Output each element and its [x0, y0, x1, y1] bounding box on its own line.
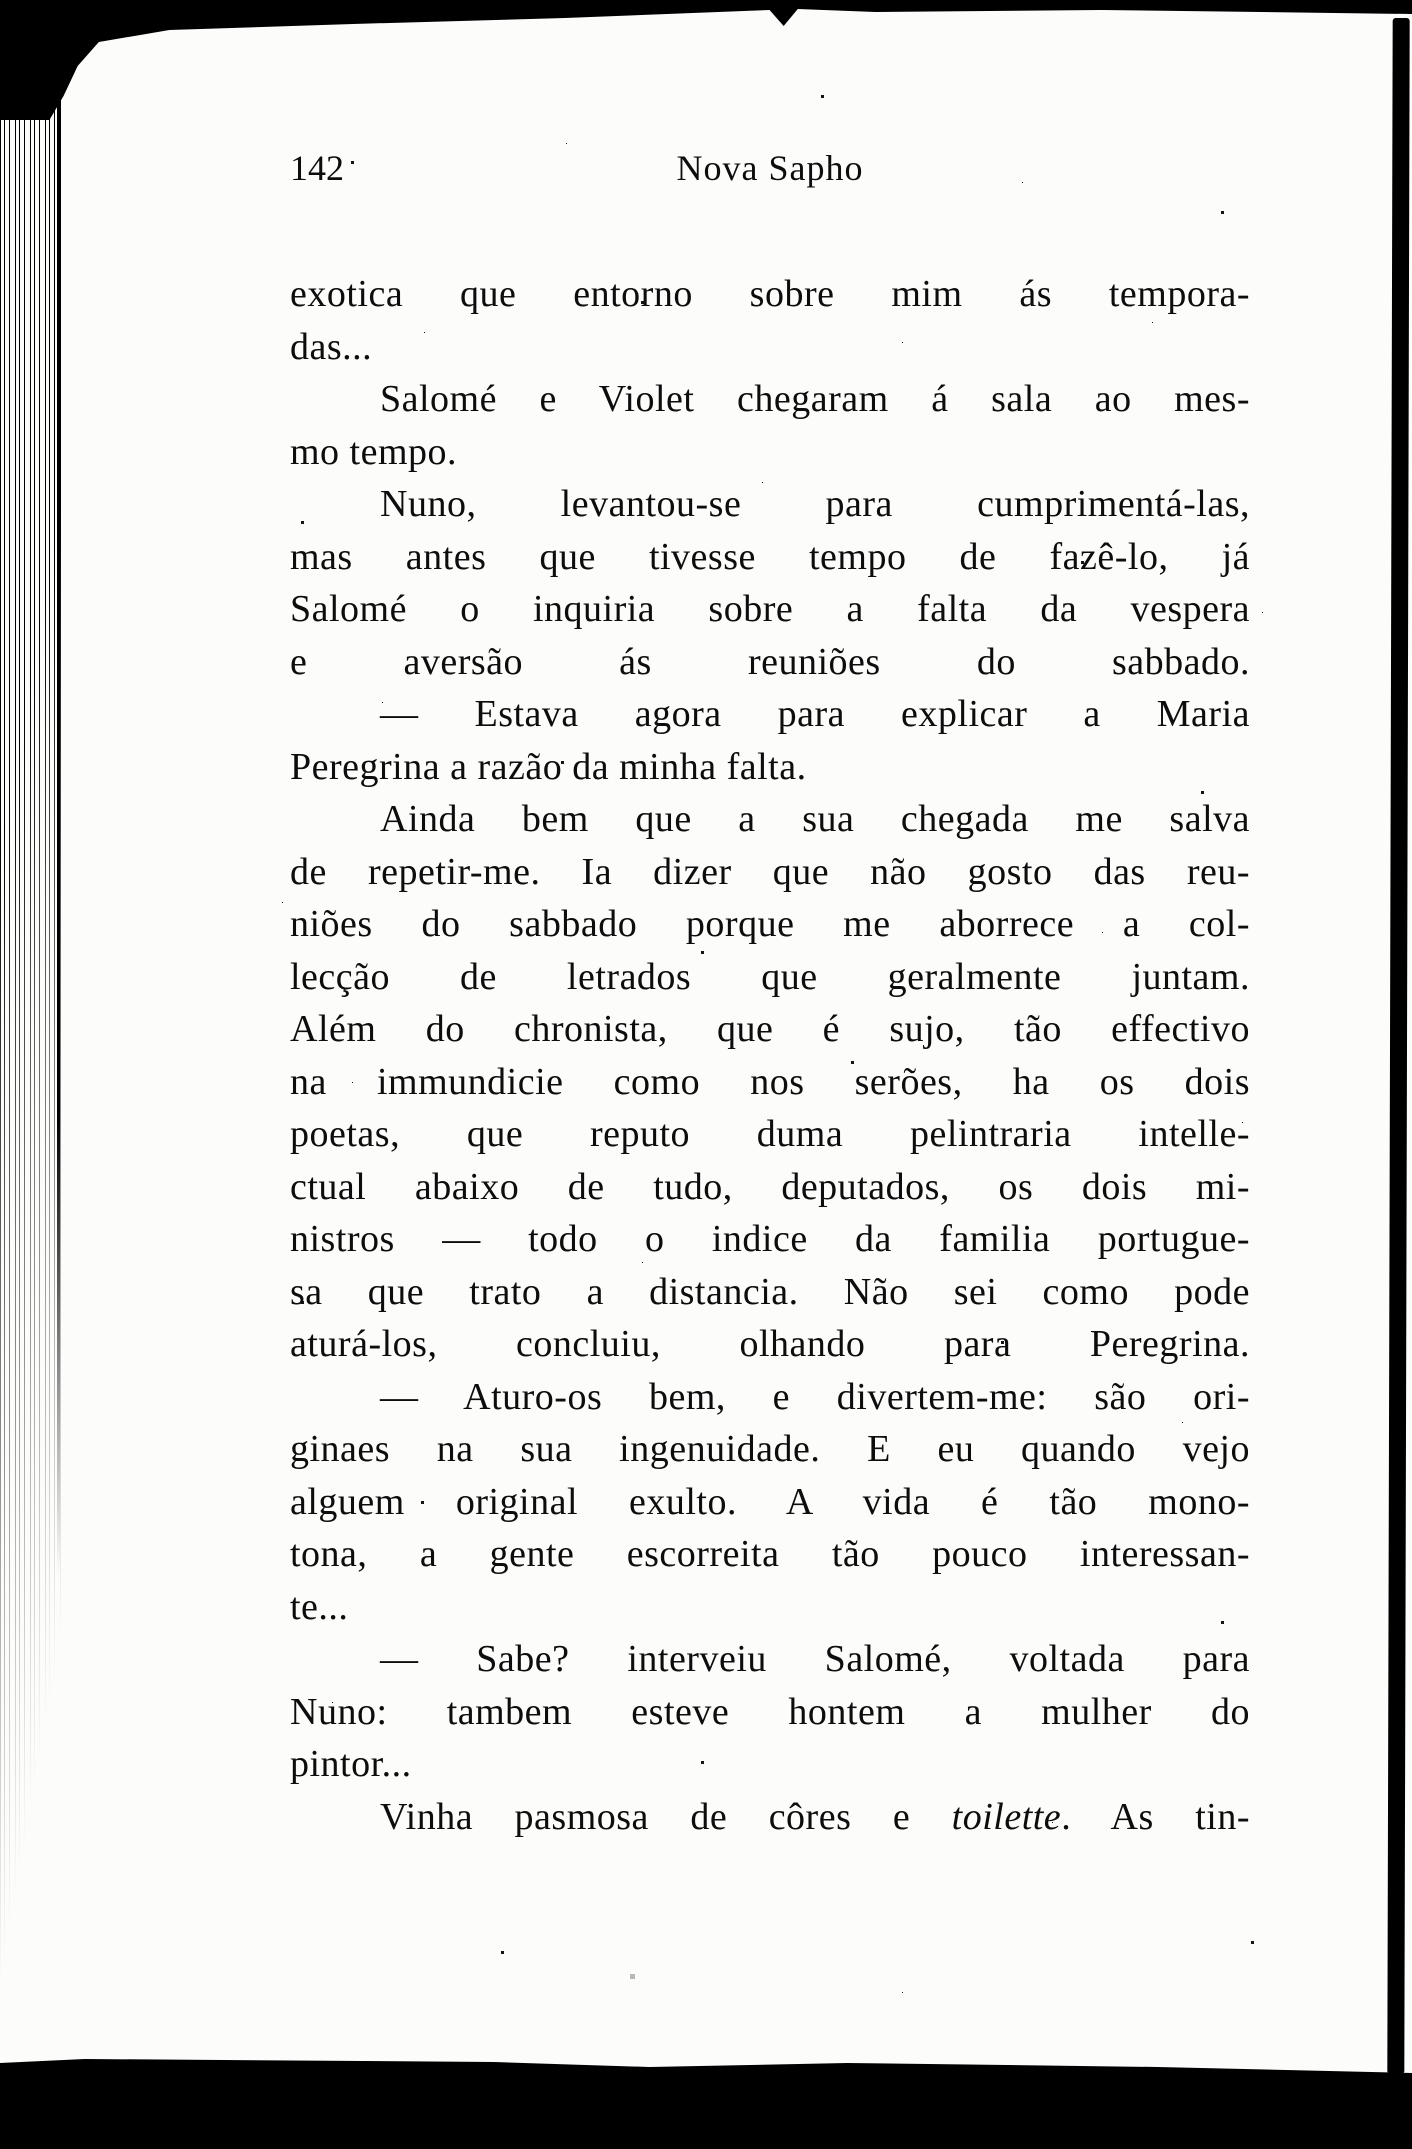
text-line: alguem original exulto. A vida é tão mono-	[290, 1480, 1250, 1523]
text-line: nistros — todo o indice da familia portugue-	[290, 1218, 1250, 1260]
text-line: Além do chronista, que é sujo, tão effectivo	[290, 1008, 1250, 1050]
text-line: poetas, que reputo duma pelintraria intelle-	[290, 1113, 1250, 1155]
page-text	[290, 268, 1250, 1843]
text-line: ctual abaixo de tudo, deputados, os dois mi-	[290, 1165, 1250, 1208]
text-line: Nuno: tambem esteve hontem a mulher do	[290, 1690, 1250, 1733]
text-line: tona, a gente escorreita tão pouco interessan-	[290, 1533, 1250, 1575]
text-line: — Aturo-os bem, e divertem-me: são ori-	[380, 1375, 1250, 1418]
running-title: Nova Sapho	[676, 148, 864, 188]
text-line: Peregrina a razão da minha falta.	[290, 745, 807, 788]
scan-noise-specks	[0, 0, 1, 1]
text-line: aturá-los, concluiu, olhando para Peregrina.	[290, 1323, 1250, 1365]
text-line: Salomé o inquiria sobre a falta da vespera	[290, 588, 1250, 630]
text-line: pintor...	[290, 1743, 412, 1785]
text-line: das...	[290, 325, 373, 368]
text-line: — Sabe? interveiu Salomé, voltada para	[380, 1638, 1250, 1680]
scan-artifact-left-binding	[0, 0, 62, 2070]
text-line: exotica que entorno sobre mim ás tempora-	[290, 273, 1250, 315]
scan-artifact-right-edge	[1387, 18, 1409, 2074]
text-line: de repetir-me. Ia dizer que não gosto das reu-	[290, 850, 1250, 893]
scan-artifact-bottom-edge	[0, 2049, 1412, 2149]
scan-artifact-left-page-edge	[57, 55, 60, 1575]
text-line: — Estava agora para explicar a Maria	[380, 693, 1250, 735]
text-line: te...	[290, 1585, 349, 1628]
text-line: ginaes na sua ingenuidade. E eu quando vejo	[290, 1428, 1250, 1470]
text-line: mo tempo.	[290, 430, 458, 473]
text-line: lecção de letrados que geralmente juntam.	[290, 955, 1250, 998]
text-line: mas antes que tivesse tempo de fazê-lo, já	[290, 535, 1250, 578]
page-number: 142	[290, 148, 344, 188]
text-line: Salomé e Violet chegaram á sala ao mes-	[380, 378, 1250, 420]
text-line: Vinha pasmosa de côres e toilette. As tin-	[380, 1795, 1250, 1838]
text-line: Ainda bem que a sua chegada me salva	[380, 798, 1250, 840]
text-line: sa que trato a distancia. Não sei como pode	[290, 1270, 1250, 1313]
text-line: Nuno, levantou-se para cumprimentá-las,	[380, 483, 1250, 525]
text-line: niões do sabbado porque me aborrece a col-	[290, 903, 1250, 945]
text-line: e aversão ás reuniões do sabbado.	[290, 640, 1250, 683]
scan-artifact-top-edge	[0, 0, 1412, 120]
text-line: na immundicie como nos serões, ha os dois	[290, 1060, 1250, 1103]
page-header	[290, 148, 1250, 188]
